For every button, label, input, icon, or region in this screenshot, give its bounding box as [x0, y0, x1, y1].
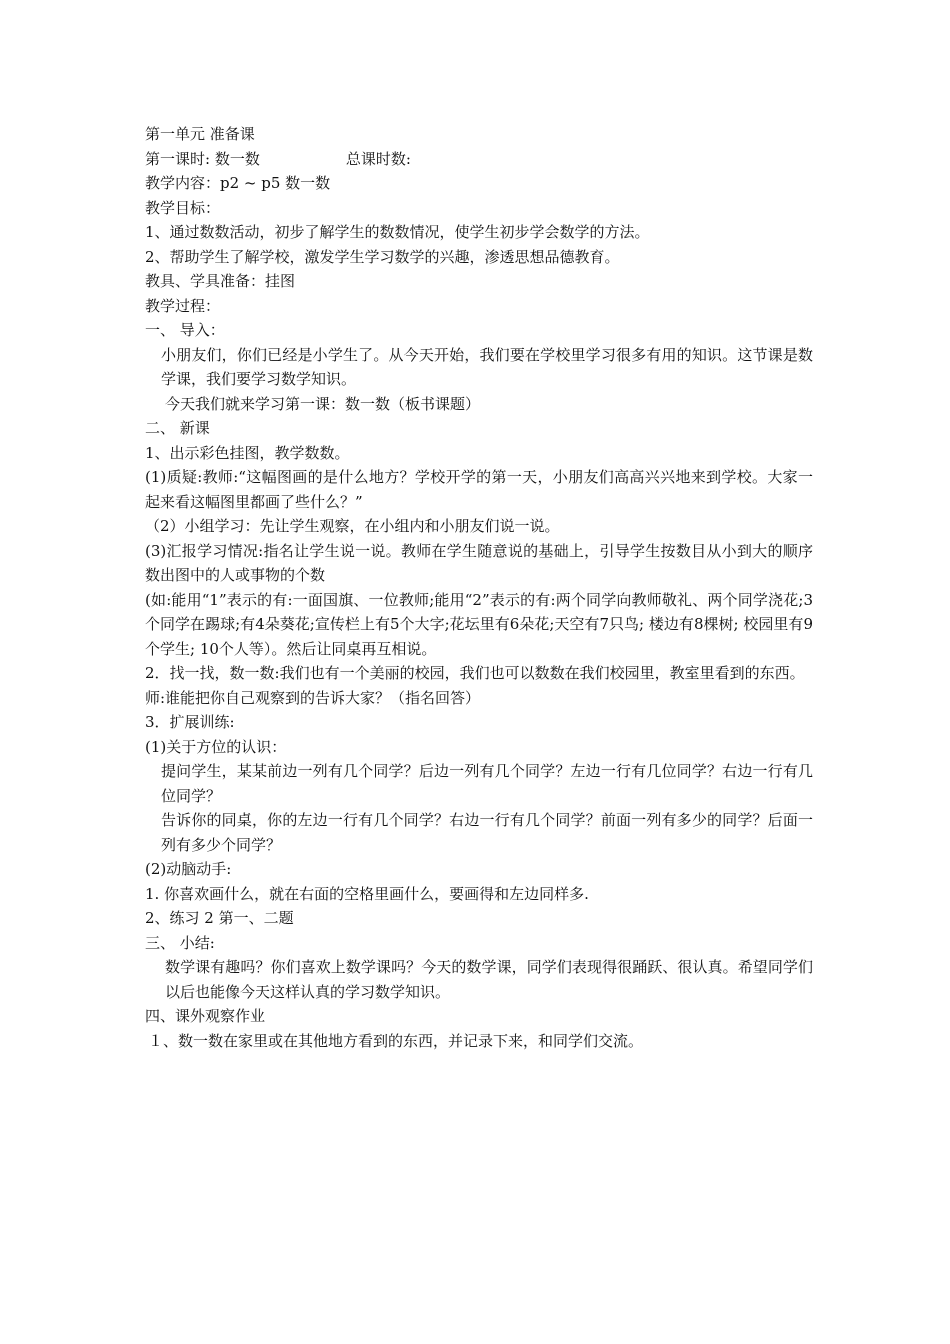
- teaching-content: 教学内容：p2 ~ p5 数一数: [145, 174, 331, 192]
- section-4-heading: 四、课外观察作业: [145, 1007, 266, 1025]
- tools-prep: 教具、学具准备：挂图: [145, 272, 296, 290]
- section-2-sub-1: (1)关于方位的认识：: [145, 737, 287, 756]
- lesson-line: [145, 147, 813, 172]
- section-3-heading: 三、 小结:: [145, 933, 215, 952]
- section-2-question-3: (3)汇报学习情况:指名让学生说一说。教师在学生随意说的基础上，引导学生按数目从小到大的顺序数出图中的人或事物的个数: [145, 541, 813, 584]
- section-2-sub-2: (2)动脑动手:: [145, 860, 232, 878]
- section-4-item-1: １、数一数在家里或在其他地方看到的东西，并记录下来，和同学们交流。: [148, 1031, 644, 1050]
- goal-2: 2、帮助学生了解学校，激发学生学习数学的兴趣，渗透思想品德教育。: [145, 247, 620, 266]
- process-heading: 教学过程：: [145, 296, 221, 315]
- lesson-title: 第一课时: 数一数: [145, 149, 260, 168]
- section-1-paragraph-1: 小朋友们，你们已经是小学生了。从今天开始，我们要在学校里学习很多有用的知识。这节课是数学课，我们要学习数学知识。: [161, 345, 813, 388]
- lesson-plan-document: [145, 122, 813, 1053]
- section-2-item-3: 3．扩展训练:: [145, 713, 235, 731]
- section-2-heading: 二、 新课: [145, 419, 210, 437]
- unit-title: 第一单元 准备课: [145, 125, 255, 143]
- section-2-example: (如:能用“1”表示的有:一面国旗、一位教师;能用“2”表示的有:两个同学向教师敬礼、两个同学浇花;3个同学在踢球;有4朵葵花;宣传栏上有5个大字;花坛里有6朵花;天空有7只鸟; 楼边有8棵树; 校园里有9个学生; 10个人等）。然后让同桌再互相说。: [145, 590, 813, 658]
- goals-heading: 教学目标：: [145, 198, 221, 217]
- section-2-item-1: 1、出示彩色挂图，教学数数。: [145, 443, 350, 462]
- goal-1: 1、通过数数活动，初步了解学生的数数情况，使学生初步学会数学的方法。: [145, 223, 650, 241]
- section-2-question-1: (1)质疑:教师:“这幅图画的是什么地方？学校开学的第一天，小朋友们高高兴兴地来到学校。大家一起来看这幅图里都画了些什么？”: [145, 468, 813, 511]
- section-2-item-2: 2．找一找，数一数:我们也有一个美丽的校园，我们也可以数数在我们校园里，教室里看到的东西。: [145, 664, 805, 682]
- section-2-sub-2-paragraph-1: 1. 你喜欢画什么，就在右面的空格里画什么，要画得和左边同样多.: [145, 884, 589, 903]
- total-hours-label: 总课时数:: [345, 149, 411, 168]
- section-2-sub-1-paragraph-1: 提问学生，某某前边一列有几个同学？后边一列有几个同学？左边一行有几位同学？右边一行有几位同学？: [161, 762, 813, 805]
- section-2-sub-1-paragraph-2: 告诉你的同桌，你的左边一行有几个同学？右边一行有几个同学？前面一列有多少的同学？后面一列有多少个同学？: [161, 811, 813, 854]
- section-1-heading: 一、 导入：: [145, 321, 225, 339]
- section-2-teacher-line: 师:谁能把你自己观察到的告诉大家？（指名回答）: [145, 688, 481, 707]
- section-3-paragraph-1: 数学课有趣吗？你们喜欢上数学课吗？今天的数学课，同学们表现得很踊跃、很认真。希望同学们以后也能像今天这样认真的学习数学知识。: [165, 958, 813, 1001]
- section-1-paragraph-2: 今天我们就来学习第一课：数一数（板书课题）: [165, 394, 481, 413]
- section-2-exercise: 2、练习 2 第一、二题: [145, 909, 294, 927]
- section-2-question-2: （2）小组学习：先让学生观察，在小组内和小朋友们说一说。: [145, 517, 560, 535]
